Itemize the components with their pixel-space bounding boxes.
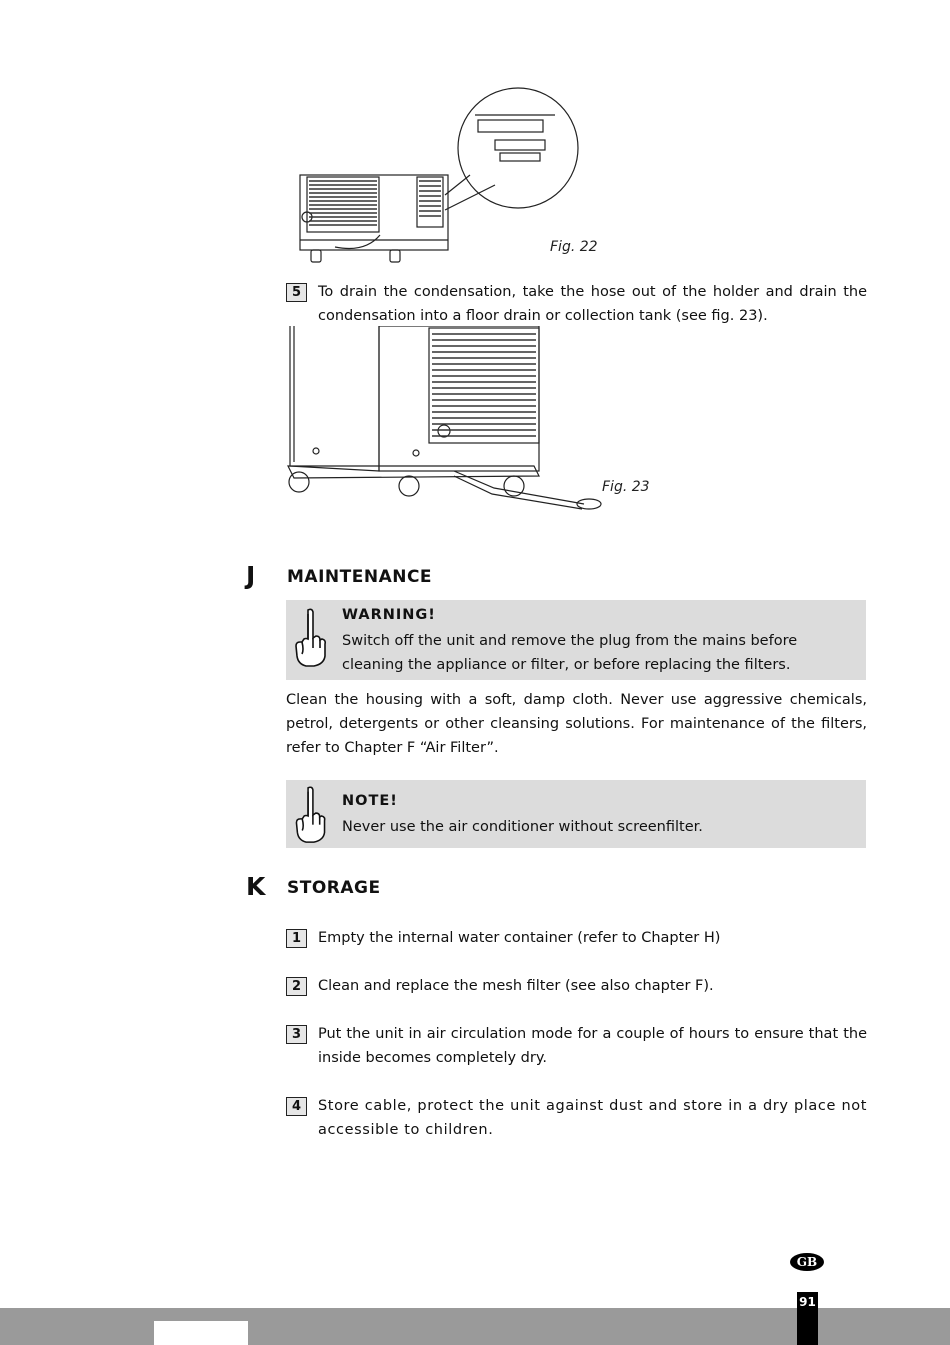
footer-white-block (154, 1321, 248, 1345)
step-text: Put the unit in air circulation mode for a couple of hours to ensure that the inside becomes completely dry. (318, 1026, 867, 1066)
figure-23-caption: Fig. 23 (602, 479, 650, 495)
note-box (286, 780, 866, 848)
country-badge: GB (790, 1253, 824, 1271)
page-number: 91 (797, 1292, 818, 1345)
figure-23 (284, 326, 614, 511)
step-text: Store cable, protect the unit against dust and store in a dry place not accessible to children. (318, 1098, 867, 1138)
pointing-hand-icon (292, 784, 328, 846)
step-text: Clean and replace the mesh filter (see also chapter F). (318, 978, 714, 994)
maintenance-body-text: Clean the housing with a soft, damp cloth. Never use aggressive chemicals, petrol, detergents or other cleansing solutions. For maintenance of the filters, refer to Chapter F “Air Filter”. (286, 692, 867, 756)
section-letter: J (246, 561, 256, 590)
warning-title: WARNING! (342, 607, 436, 623)
step-text: To drain the condensation, take the hose out of the holder and drain the condensation into a floor drain or collection tank (see fig. 23). (318, 284, 867, 324)
step-number: 3 (286, 1025, 307, 1044)
step-number: 1 (286, 929, 307, 948)
step-number: 4 (286, 1097, 307, 1116)
warning-text: Switch off the unit and remove the plug from the mains before cleaning the appliance or filter, or before replacing the filters. (342, 633, 798, 673)
step-text: Empty the internal water container (refer to Chapter H) (318, 930, 721, 946)
section-title: STORAGE (287, 878, 381, 898)
step-number: 5 (286, 283, 307, 302)
pointing-hand-icon (292, 606, 328, 670)
note-text: Never use the air conditioner without screenfilter. (342, 819, 703, 835)
figure-22-caption: Fig. 22 (550, 239, 598, 255)
figure-23-illustration (284, 326, 614, 511)
note-title: NOTE! (342, 793, 398, 809)
step-number: 2 (286, 977, 307, 996)
warning-box (286, 600, 866, 680)
section-letter: K (246, 872, 266, 901)
section-title: MAINTENANCE (287, 567, 433, 587)
